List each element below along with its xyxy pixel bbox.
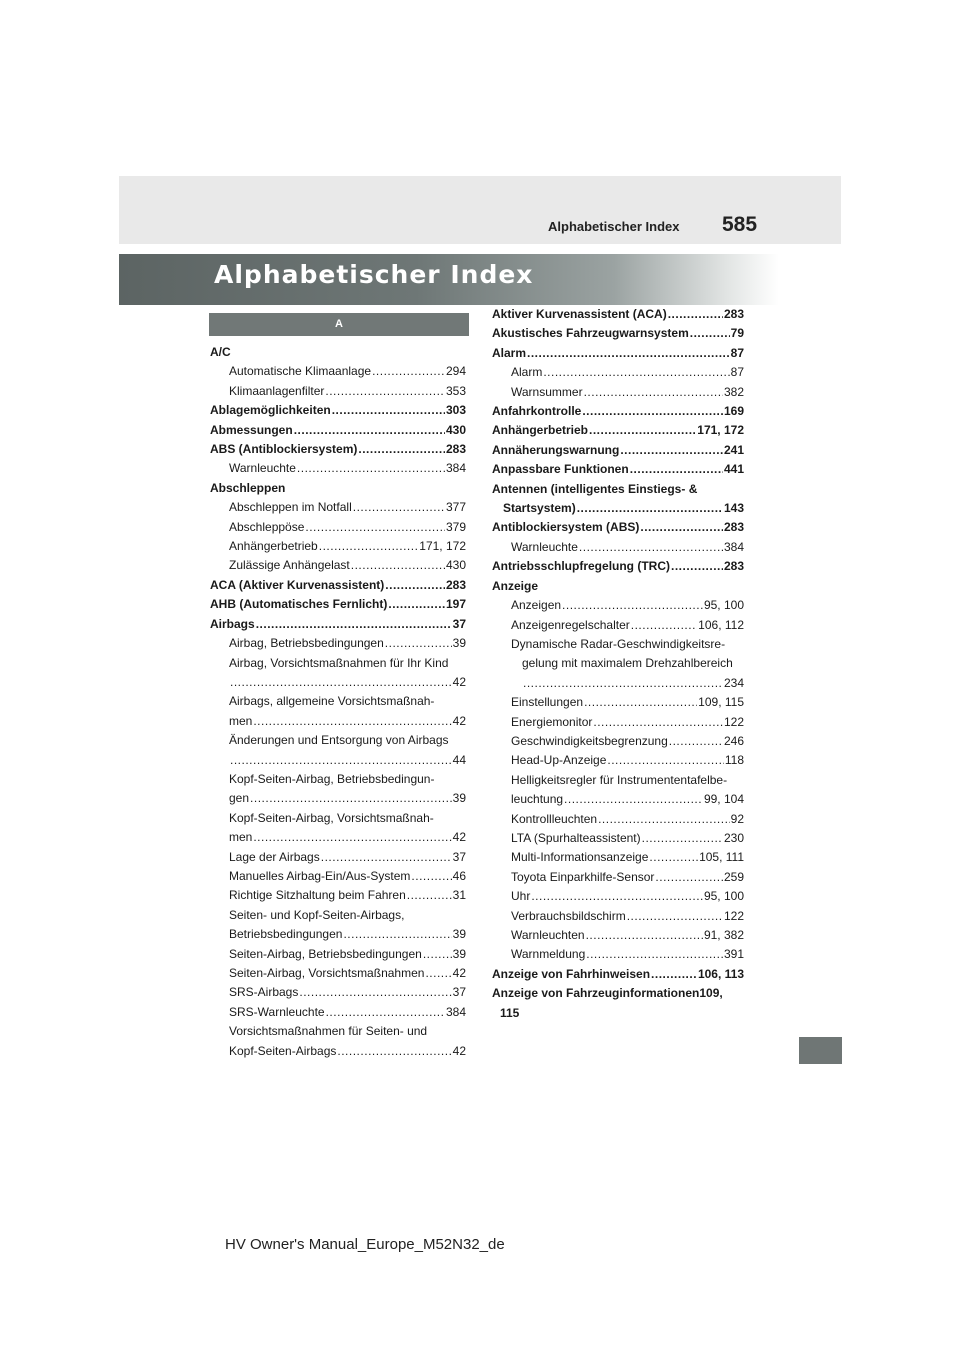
entry-text: men: [229, 713, 253, 728]
index-entry: [210, 945, 466, 964]
leader-dots: [668, 305, 723, 324]
leader-dots: [630, 460, 723, 479]
entry-page: 99, 104: [703, 792, 744, 807]
index-entry: [492, 305, 744, 324]
index-entry-wrapped: Airbag, Vorsichtsmaßnahmen für Ihr Kind: [229, 655, 449, 670]
entry-text: Alarm: [511, 365, 543, 380]
leader-dots: [305, 518, 445, 537]
entry-text: Automatische Klimaanlage: [229, 364, 372, 379]
entry-page: 37: [452, 616, 466, 631]
entry-page: 384: [445, 461, 466, 476]
leader-dots: [589, 421, 696, 440]
leader-dots: [649, 848, 698, 867]
index-entry-wrapped: Helligkeitsregler für Instrumententafelbe-: [511, 772, 728, 787]
index-entry: [492, 674, 744, 693]
entry-page: 37: [452, 849, 466, 864]
index-entry: [492, 616, 744, 635]
index-entry: [492, 596, 744, 615]
index-entry-wrapped: Airbags, allgemeine Vorsichtsmaßnah-: [229, 694, 435, 709]
leader-dots: [351, 556, 445, 575]
entry-page: 42: [452, 674, 466, 689]
entry-text: Airbags: [210, 616, 255, 631]
entry-text: Klimaanlagenfilter: [229, 383, 325, 398]
leader-dots: [582, 402, 723, 421]
header-section-title: Alphabetischer Index: [548, 219, 680, 234]
index-entry-wrapped: gelung mit maximalem Drehzahlbereich: [522, 656, 733, 671]
entry-text: Seiten-Airbag, Vorsichtsmaßnahmen: [229, 966, 425, 980]
entry-page: 294: [445, 364, 466, 379]
index-column-right: [492, 305, 744, 1023]
leader-dots: [562, 596, 703, 615]
entry-page: 430: [445, 422, 466, 437]
entry-page: 95, 100: [703, 598, 744, 613]
entry-text: SRS-Warnleuchte: [229, 1004, 325, 1019]
entry-text: LTA (Spurhalteassistent): [511, 830, 641, 845]
leader-dots: [256, 615, 452, 634]
entry-text: Ablagemöglichkeiten: [210, 403, 331, 418]
entry-page: 169: [723, 404, 744, 419]
index-entry: [492, 324, 744, 343]
index-entry: [210, 421, 466, 440]
leader-dots: [584, 383, 723, 402]
leader-dots: [250, 789, 452, 808]
entry-text: Kopf-Seiten-Airbags: [229, 1043, 337, 1058]
entry-text: Verbrauchsbildschirm: [511, 908, 626, 923]
index-entry: [492, 713, 744, 732]
entry-text: Head-Up-Anzeige: [511, 753, 607, 768]
entry-text: Anfahrkontrolle: [492, 404, 582, 419]
index-entry-wrapped: Kopf-Seiten-Airbag, Vorsichtsmaßnah-: [229, 810, 434, 825]
entry-text: Einstellungen: [511, 695, 584, 710]
footer-manual-id: HV Owner's Manual_Europe_M52N32_de: [225, 1236, 505, 1253]
leader-dots: [299, 983, 451, 1002]
entry-text: Manuelles Airbag-Ein/Aus-System: [229, 868, 411, 883]
entry-page: 283: [445, 577, 466, 592]
leader-dots: [385, 576, 445, 595]
entry-page: 87: [730, 345, 744, 360]
index-entry: [210, 615, 466, 634]
entry-page: 382: [723, 384, 744, 399]
entry-text: ABS (Antiblockiersystem): [210, 442, 358, 457]
entry-page: 39: [452, 636, 466, 651]
index-entry-wrapped: Vorsichtsmaßnahmen für Seiten- und: [229, 1024, 428, 1039]
index-entry: [210, 440, 466, 459]
leader-dots: [325, 382, 445, 401]
page-title: Alphabetischer Index: [214, 260, 534, 289]
entry-page: 246: [723, 733, 744, 748]
leader-dots: [294, 421, 445, 440]
entry-text: Zulässige Anhängelast: [229, 558, 350, 573]
entry-text: Abmessungen: [210, 422, 293, 437]
entry-page: 31: [452, 888, 466, 903]
leader-dots: [543, 363, 729, 382]
index-entry: [492, 557, 744, 576]
entry-text: leuchtung: [511, 792, 564, 807]
entry-page: 106, 112: [698, 617, 744, 632]
index-entry: [210, 867, 466, 886]
leader-dots: [332, 401, 445, 420]
leader-dots: [640, 518, 723, 537]
leader-dots: [631, 616, 697, 635]
leader-dots: [388, 595, 445, 614]
entry-text: Antriebsschlupfregelung (TRC): [492, 559, 671, 574]
entry-page: 283: [723, 520, 744, 535]
entry-page: 303: [445, 403, 466, 418]
entry-page: 441: [723, 462, 744, 477]
index-entry: [492, 732, 744, 751]
entry-page: 42: [452, 830, 466, 845]
index-entry: [210, 518, 466, 537]
leader-dots: [690, 324, 730, 343]
index-entry: [492, 344, 744, 363]
entry-page: 109, 115: [698, 695, 744, 710]
entry-text: A/C: [210, 345, 231, 359]
index-entry: [210, 634, 466, 653]
index-entry: [210, 848, 466, 867]
index-entry: [210, 382, 466, 401]
entry-text: Abschleppen: [210, 480, 286, 495]
leader-dots: [627, 907, 723, 926]
index-entry: [492, 693, 744, 712]
index-entry: [492, 829, 744, 848]
leader-dots: [598, 810, 730, 829]
entry-page: 171, 172: [419, 539, 466, 554]
index-entry: [492, 460, 744, 479]
entry-text: Geschwindigkeitsbegrenzung: [511, 733, 668, 748]
leader-dots: [642, 829, 723, 848]
index-entry: [210, 712, 466, 731]
leader-dots: [531, 887, 703, 906]
leader-dots: [620, 441, 723, 460]
entry-page: 42: [452, 713, 466, 728]
index-column-left: [210, 343, 466, 1061]
index-entry: [492, 907, 744, 926]
entry-page: 259: [723, 869, 744, 884]
entry-page: 283: [723, 307, 744, 321]
index-entry: [492, 577, 744, 596]
side-tab: [799, 1037, 842, 1064]
leader-dots: [407, 886, 452, 905]
index-entry: [492, 751, 744, 770]
entry-page: 377: [445, 500, 466, 515]
index-entry: [492, 868, 744, 887]
entry-page: 230: [723, 830, 744, 845]
entry-page: 39: [452, 946, 466, 961]
entry-page: 44: [452, 752, 466, 767]
leader-dots: [253, 828, 451, 847]
index-entry-wrapped: Änderungen und Entsorgung von Airbags: [229, 733, 449, 748]
leader-dots: [253, 712, 451, 731]
entry-text: Abschleppen im Notfall: [229, 500, 352, 515]
entry-text: gen: [229, 791, 250, 806]
entry-text: Airbag, Betriebsbedingungen: [229, 636, 384, 651]
index-entry: [210, 964, 466, 983]
entry-page: 42: [452, 966, 466, 980]
index-entry: [210, 673, 466, 692]
entry-page: 283: [723, 559, 744, 574]
entry-text: Akustisches Fahrzeugwarnsystem: [492, 326, 689, 341]
leader-dots: [425, 964, 451, 983]
index-entry: [210, 983, 466, 1002]
index-entry: [492, 790, 744, 809]
entry-text: Kontrollleuchten: [511, 811, 598, 826]
entry-text: Seiten-Airbag, Betriebsbedingungen: [229, 946, 422, 961]
leader-dots: [423, 945, 452, 964]
entry-text: Warnleuchten: [511, 928, 585, 942]
index-entry: [492, 538, 744, 557]
entry-page: 122: [723, 908, 744, 923]
index-entry: [210, 925, 466, 944]
index-entry: [210, 789, 466, 808]
index-entry: [492, 421, 744, 440]
leader-dots: [326, 1003, 445, 1022]
leader-dots: [353, 498, 445, 517]
index-entry: [210, 537, 466, 556]
entry-text: Alarm: [492, 345, 527, 360]
index-entry: [210, 479, 466, 498]
index-entry: [210, 886, 466, 905]
index-entry: [492, 518, 744, 537]
leader-dots: [230, 751, 452, 770]
entry-text: ACA (Aktiver Kurvenassistent): [210, 577, 385, 592]
leader-dots: [564, 790, 703, 809]
index-entry: [492, 848, 744, 867]
index-entry: [210, 595, 466, 614]
leader-dots: [321, 848, 452, 867]
leader-dots: [669, 732, 723, 751]
entry-page: 39: [452, 927, 466, 942]
entry-page: 353: [445, 383, 466, 398]
index-entry: [492, 383, 744, 402]
entry-page: 95, 100: [703, 889, 744, 904]
entry-page: 171, 172: [697, 423, 744, 438]
entry-page: 105, 111: [699, 850, 744, 865]
entry-page: 283: [445, 442, 466, 457]
index-entry-continued: 115: [500, 1005, 520, 1020]
entry-page: 39: [452, 791, 466, 806]
leader-dots: [584, 693, 697, 712]
index-entry: [210, 576, 466, 595]
index-entry: [210, 401, 466, 420]
entry-text: Anhängerbetrieb: [229, 539, 318, 554]
index-entry: [492, 499, 744, 518]
entry-text: Richtige Sitzhaltung beim Fahren: [229, 888, 406, 903]
index-entry-wrapped: Dynamische Radar-Geschwindigkeitsre-: [511, 636, 726, 651]
index-entry: [210, 498, 466, 517]
section-letter-bar: A: [209, 313, 469, 336]
index-entry: [492, 887, 744, 906]
entry-text: Annäherungswarnung: [492, 442, 620, 457]
leader-dots: [319, 537, 419, 556]
entry-page: 234: [723, 675, 744, 690]
index-entry: [210, 828, 466, 847]
index-entry: [210, 362, 466, 381]
leader-dots: [411, 867, 451, 886]
index-entry: [492, 363, 744, 382]
entry-page: 384: [445, 1004, 466, 1019]
leader-dots: [343, 925, 451, 944]
entry-text: men: [229, 830, 253, 845]
index-entry: [492, 441, 744, 460]
entry-text: Warnleuchte: [511, 539, 578, 554]
page-number: 585: [722, 213, 758, 236]
entry-text: Startsystem): [503, 501, 576, 516]
index-entry: [210, 1003, 466, 1022]
entry-text: Warnmeldung: [511, 947, 586, 962]
index-entry-wrapped: Anzeige von Fahrzeuginformationen109,: [492, 986, 723, 1001]
leader-dots: [655, 868, 723, 887]
leader-dots: [593, 713, 723, 732]
entry-page: 379: [445, 519, 466, 534]
leader-dots: [586, 945, 723, 964]
leader-dots: [297, 459, 445, 478]
leader-dots: [230, 673, 452, 692]
entry-text: Anhängerbetrieb: [492, 423, 589, 438]
entry-text: Anzeigen: [511, 598, 562, 613]
entry-text: Toyota Einparkhilfe-Sensor: [511, 869, 655, 884]
index-entry: [492, 945, 744, 964]
entry-text: Anpassbare Funktionen: [492, 462, 629, 477]
index-entry: [210, 556, 466, 575]
entry-text: SRS-Airbags: [229, 985, 299, 1000]
entry-text: Lage der Airbags: [229, 849, 320, 864]
entry-text: Uhr: [511, 889, 531, 904]
entry-text: AHB (Automatisches Fernlicht): [210, 597, 388, 612]
leader-dots: [385, 634, 452, 653]
index-entry: [210, 459, 466, 478]
leader-dots: [607, 751, 723, 770]
entry-page: 118: [724, 753, 744, 768]
index-entry: [210, 1042, 466, 1061]
entry-page: 143: [723, 501, 744, 516]
entry-page: 384: [723, 539, 744, 554]
leader-dots: [651, 965, 697, 984]
index-entry: [492, 926, 744, 945]
entry-page: 42: [452, 1043, 466, 1058]
entry-page: 122: [723, 714, 744, 729]
entry-page: 106, 113: [697, 966, 744, 981]
leader-dots: [358, 440, 445, 459]
entry-text: Antiblockiersystem (ABS): [492, 520, 640, 535]
leader-dots: [671, 557, 723, 576]
entry-text: Warnleuchte: [229, 461, 296, 476]
index-entry-wrapped: Antennen (intelligentes Einstiegs- &: [492, 481, 698, 496]
entry-text: Betriebsbedingungen: [229, 927, 343, 942]
index-entry: [210, 343, 466, 362]
entry-text: Anzeige von Fahrhinweisen: [492, 966, 651, 981]
index-entry: [492, 810, 744, 829]
entry-text: Anzeige: [492, 578, 539, 593]
entry-page: 46: [452, 868, 466, 883]
leader-dots: [577, 499, 723, 518]
leader-dots: [372, 362, 445, 381]
leader-dots: [523, 674, 723, 693]
entry-page: 391: [723, 947, 744, 962]
entry-text: Abschleppöse: [229, 519, 305, 534]
index-entry-wrapped: Kopf-Seiten-Airbag, Betriebsbedingun-: [229, 771, 435, 786]
entry-text: Multi-Informationsanzeige: [511, 850, 649, 865]
entry-page: 37: [452, 985, 466, 1000]
index-entry: [492, 402, 744, 421]
leader-dots: [586, 926, 703, 945]
leader-dots: [527, 344, 730, 363]
entry-text: Anzeigenregelschalter: [511, 617, 630, 632]
entry-page: 241: [723, 442, 744, 457]
entry-page: 430: [445, 558, 466, 573]
entry-text: Warnsummer: [511, 384, 583, 399]
entry-page: 197: [445, 597, 466, 612]
entry-page: 79: [730, 326, 744, 341]
index-entry: [492, 965, 744, 984]
index-entry-wrapped: Seiten- und Kopf-Seiten-Airbags,: [229, 907, 405, 922]
index-entry: [210, 751, 466, 770]
entry-page: 87: [730, 365, 744, 380]
entry-page: 91, 382: [703, 928, 744, 942]
leader-dots: [337, 1042, 451, 1061]
entry-text: Energiemonitor: [511, 714, 593, 729]
leader-dots: [579, 538, 723, 557]
entry-page: 92: [730, 811, 744, 826]
entry-text: Aktiver Kurvenassistent (ACA): [492, 307, 667, 321]
